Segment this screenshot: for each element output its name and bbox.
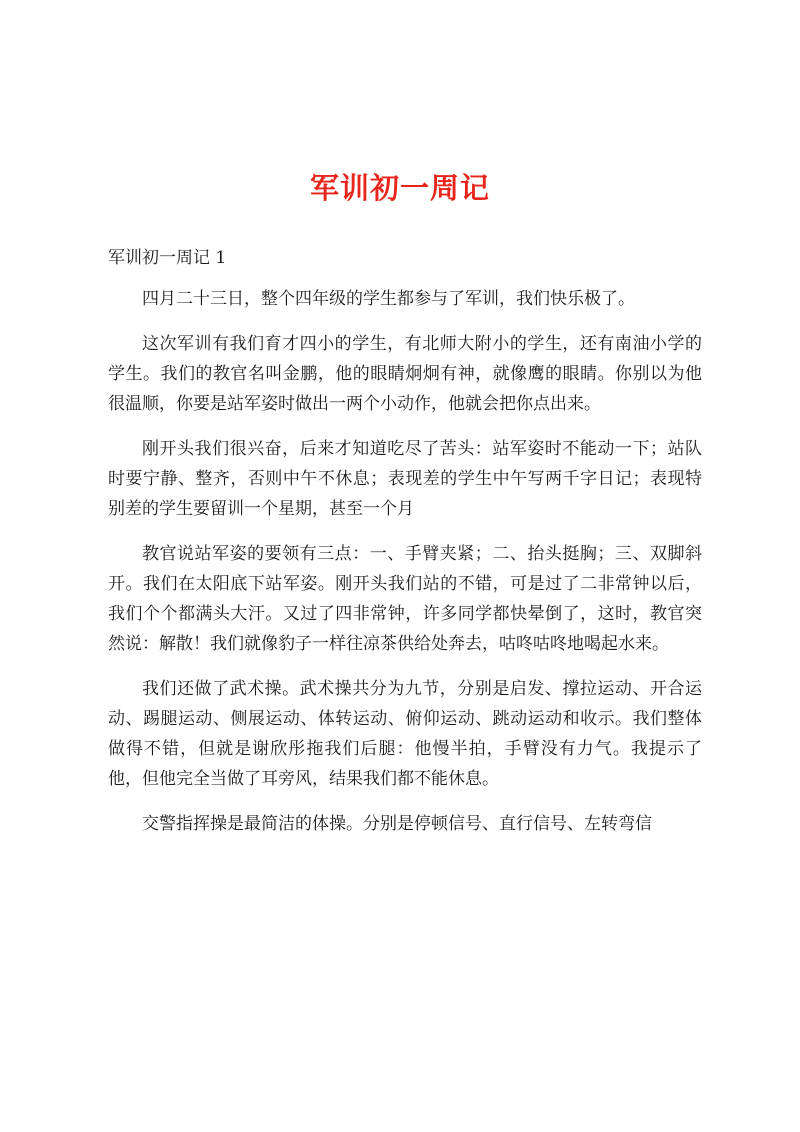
document-title: 军训初一周记 [309, 171, 490, 205]
section-heading: 军训初一周记 1 [108, 248, 227, 268]
document-body [108, 284, 702, 854]
paragraph-3: 刚开头我们很兴奋，后来才知道吃尽了苦头：站军姿时不能动一下；站队时要宁静、整齐，否则中午不休息；表现差的学生中午写两千字日记；表现特别差的学生要留训一个星期，甚至一个月 [108, 439, 702, 519]
paragraph-5: 我们还做了武术操。武术操共分为九节，分别是启发、撑拉运动、开合运动、踢腿运动、侧展运动、体转运动、俯仰运动、跳动运动和收示。我们整体做得不错，但就是谢欣彤拖我们后腿：他慢半拍，手臂没有力气。我提示了他，但他完全当做了耳旁风，结果我们都不能休息。 [108, 679, 702, 789]
paragraph-4: 教官说站军姿的要领有三点：一、手臂夹紧；二、抬头挺胸；三、双脚斜开。我们在太阳底下站军姿。刚开头我们站的不错，可是过了二非常钟以后，我们个个都满头大汗。又过了四非常钟，许多同学都快晕倒了，这时，教官突然说：解散！我们就像豹子一样往凉茶供给处奔去，咕咚咕咚地喝起水来。 [108, 544, 702, 654]
paragraph-2: 这次军训有我们育才四小的学生，有北师大附小的学生，还有南油小学的学生。我们的教官名叫金鹏，他的眼睛炯炯有神，就像鹰的眼睛。你别以为他很温顺，你要是站军姿时做出一两个小动作，他就会把你点出来。 [108, 334, 702, 414]
paragraph-1: 四月二十三日，整个四年级的学生都参与了军训，我们快乐极了。 [142, 289, 635, 309]
paragraph-6: 交警指挥操是最简洁的体操。分别是停顿信号、直行信号、左转弯信 [142, 814, 652, 834]
